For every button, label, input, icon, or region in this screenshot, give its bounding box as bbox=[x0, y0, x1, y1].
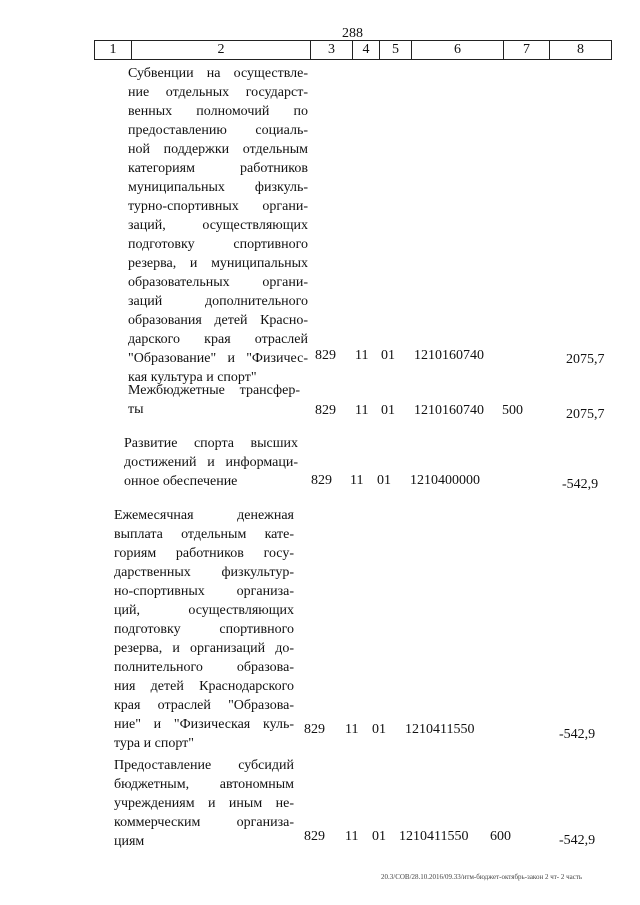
row-4-c3: 829 bbox=[304, 722, 325, 737]
row-5-line: учреждениям и иным не- bbox=[114, 796, 294, 811]
row-3-line: достижений и информаци- bbox=[124, 455, 298, 470]
row-3-c3: 829 bbox=[311, 473, 332, 488]
row-4-line: тура и спорт" bbox=[114, 736, 194, 751]
header-col-6: 6 bbox=[411, 40, 504, 60]
row-1-line: образования детей Красно- bbox=[128, 313, 308, 328]
footer-file-path: 20.3/СОВ/28.10.2016/09.33/итм-бюджет-октябрь-закон 2 чт- 2 часть bbox=[381, 873, 583, 881]
row-5-c3: 829 bbox=[304, 829, 325, 844]
header-col-7: 7 bbox=[503, 40, 550, 60]
row-1-line: резерва, и муниципальных bbox=[128, 256, 308, 271]
page-number: 288 bbox=[342, 26, 363, 41]
row-5-c4: 11 bbox=[345, 829, 359, 844]
row-3-description bbox=[124, 434, 298, 491]
header-col-5: 5 bbox=[379, 40, 412, 60]
row-1-c4: 11 bbox=[355, 348, 369, 363]
row-4-line: подготовку спортивного bbox=[114, 622, 294, 637]
row-5-c5: 01 bbox=[372, 829, 386, 844]
row-4-c8: -542,9 bbox=[559, 727, 596, 742]
row-3-c5: 01 bbox=[377, 473, 391, 488]
row-1-line: ной поддержки отдельным bbox=[128, 142, 308, 157]
row-2-c5: 01 bbox=[381, 403, 395, 418]
row-4-line: края отраслей "Образова- bbox=[114, 698, 294, 713]
row-1-line: заций дополнительного bbox=[128, 294, 308, 309]
row-1-line: ние отдельных государст- bbox=[128, 85, 308, 100]
row-1-line: Субвенции на осуществле- bbox=[128, 66, 308, 81]
row-3-c4: 11 bbox=[350, 473, 364, 488]
row-1-line: дарского края отраслей bbox=[128, 332, 308, 347]
row-4-line: дарственных физкультур- bbox=[114, 565, 294, 580]
header-col-4: 4 bbox=[352, 40, 380, 60]
row-4-line: гориям работников госу- bbox=[114, 546, 294, 561]
header-col-1: 1 bbox=[94, 40, 132, 60]
row-4-line: Ежемесячная денежная bbox=[114, 508, 294, 523]
row-4-c6: 1210411550 bbox=[405, 722, 475, 737]
row-3-line: онное обеспечение bbox=[124, 474, 238, 489]
row-4-line: выплата отдельным кате- bbox=[114, 527, 294, 542]
row-2-c4: 11 bbox=[355, 403, 369, 418]
row-2-c3: 829 bbox=[315, 403, 336, 418]
row-4-line: полнительного образова- bbox=[114, 660, 294, 675]
header-col-3: 3 bbox=[310, 40, 353, 60]
row-5-description bbox=[114, 756, 294, 851]
header-col-2: 2 bbox=[131, 40, 311, 60]
row-4-line: ние" и "Физическая куль- bbox=[114, 717, 294, 732]
row-1-line: предоставлению социаль- bbox=[128, 123, 308, 138]
row-4-line: резерва, и организаций до- bbox=[114, 641, 294, 656]
row-5-line: бюджетным, автономным bbox=[114, 777, 294, 792]
row-1-line: "Образование" и "Физичес- bbox=[128, 351, 308, 366]
row-5-c7: 600 bbox=[490, 829, 511, 844]
row-2-c6: 1210160740 bbox=[414, 403, 484, 418]
row-1-line: образовательных органи- bbox=[128, 275, 308, 290]
row-3-c6: 1210400000 bbox=[410, 473, 480, 488]
row-1-c6: 1210160740 bbox=[414, 348, 484, 363]
row-1-c8: 2075,7 bbox=[566, 352, 605, 367]
header-col-8: 8 bbox=[549, 40, 612, 60]
row-3-c8: -542,9 bbox=[562, 477, 599, 492]
row-2-c8: 2075,7 bbox=[566, 407, 605, 422]
row-1-line: венных полномочий по bbox=[128, 104, 308, 119]
row-5-line: циям bbox=[114, 834, 145, 849]
row-1-line: турно-спортивных органи- bbox=[128, 199, 308, 214]
row-4-line: ций, осуществляющих bbox=[114, 603, 294, 618]
row-1-line: кая культура и спорт" bbox=[128, 370, 257, 385]
row-1-line: муниципальных физкуль- bbox=[128, 180, 308, 195]
row-1-c5: 01 bbox=[381, 348, 395, 363]
row-2-line: ты bbox=[128, 402, 144, 417]
row-4-line: но-спортивных организа- bbox=[114, 584, 294, 599]
row-5-line: коммерческим организа- bbox=[114, 815, 294, 830]
row-4-c4: 11 bbox=[345, 722, 359, 737]
row-5-c8: -542,9 bbox=[559, 833, 596, 848]
row-3-line: Развитие спорта высших bbox=[124, 436, 298, 451]
row-4-c5: 01 bbox=[372, 722, 386, 737]
row-1-description bbox=[128, 64, 308, 387]
row-5-line: Предоставление субсидий bbox=[114, 758, 294, 773]
row-4-line: ния детей Краснодарского bbox=[114, 679, 294, 694]
row-1-line: подготовку спортивного bbox=[128, 237, 308, 252]
row-1-line: категориям работников bbox=[128, 161, 308, 176]
row-2-c7: 500 bbox=[502, 403, 523, 418]
row-2-description bbox=[128, 381, 300, 419]
row-2-line: Межбюджетные трансфер- bbox=[128, 383, 300, 398]
row-4-description bbox=[114, 506, 294, 753]
row-5-c6: 1210411550 bbox=[399, 829, 469, 844]
row-1-c3: 829 bbox=[315, 348, 336, 363]
row-1-line: заций, осуществляющих bbox=[128, 218, 308, 233]
